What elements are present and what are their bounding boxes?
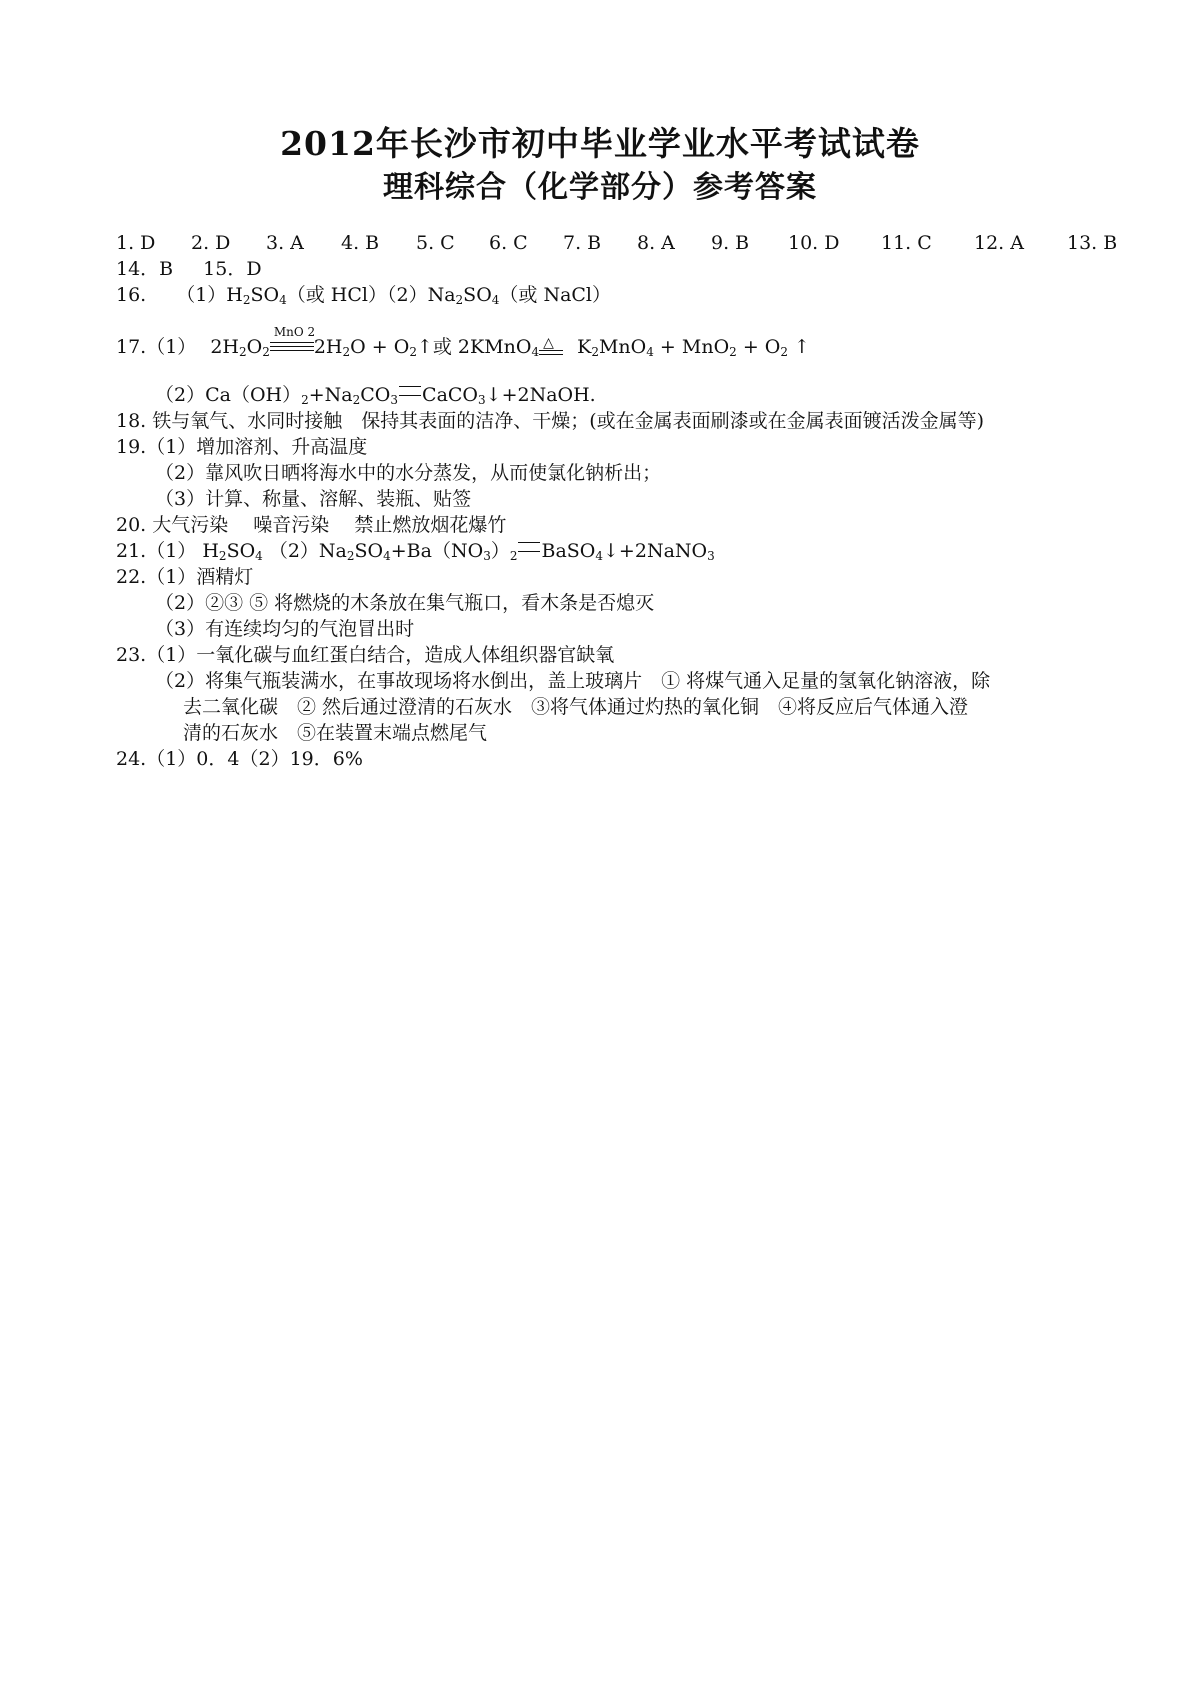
answer-22-part2: （2）②③ ⑤ 将燃烧的木条放在集气瓶口，看木条是否熄灭 bbox=[155, 592, 655, 614]
mc-answer: 12. A bbox=[974, 232, 1024, 254]
answer-22-part3: （3）有连续均匀的气泡冒出时 bbox=[155, 618, 415, 640]
mc-answer: 3. A bbox=[266, 232, 304, 254]
answer-19-part1: 19.（1）增加溶剂、升高温度 bbox=[116, 436, 368, 458]
answer-17-part2: $(2)Ca(OH)_2+Na_2CO_3$ CaCO$_3$↓+2NaOH. bbox=[155, 384, 596, 407]
answer-19-part3: （3）计算、称量、溶解、装瓶、贴签 bbox=[155, 488, 472, 510]
answer-21: 21.（1） $H_2SO_4$ $(2)Na_2SO_4+Ba(NO_3)_2$ BaSO$_4$↓+2NaNO$_3$ bbox=[116, 540, 715, 563]
heat-condition: △ bbox=[539, 334, 563, 360]
mc-answer: 11. C bbox=[881, 232, 932, 254]
mc-answer: 7. B bbox=[563, 232, 602, 254]
answer-22-part1: 22.（1）酒精灯 bbox=[116, 566, 254, 588]
answer-23-part2: （2）将集气瓶装满水，在事故现场将水倒出，盖上玻璃片 ① 将煤气通入足量的氢氧化钠溶液，除 bbox=[155, 670, 991, 692]
answer-20: 20. 大气污染 噪音污染 禁止燃放烟花爆竹 bbox=[116, 514, 507, 536]
answer-23-part2-cont: 去二氧化碳 ② 然后通过澄清的石灰水 ③将气体通过灼热的氧化铜 ④将反应后气体通入澄 bbox=[183, 696, 969, 718]
mc-answer: 9. B bbox=[711, 232, 750, 254]
catalyst-condition: MnO 2 bbox=[270, 334, 314, 360]
mc-answer: 1. D bbox=[116, 232, 156, 254]
answer-16: 16. $(1)H_2SO_4$（或 $HCl)(2)Na_2SO_4$（或 NaCl） bbox=[116, 284, 612, 307]
answer-18: 18. 铁与氧气、水同时接触 保持其表面的洁净、干燥；(或在金属表面刷漆或在金属表面镀活泼金属等) bbox=[116, 410, 985, 432]
equals-sign bbox=[399, 386, 421, 396]
answer-23-part1: 23.（1）一氧化碳与血红蛋白结合，造成人体组织器官缺氧 bbox=[116, 644, 615, 666]
mc-answer: 13. B bbox=[1067, 232, 1118, 254]
answer-19-part2: （2）靠风吹日晒将海水中的水分蒸发，从而使氯化钠析出； bbox=[155, 462, 662, 484]
answer-24: 24.（1）0．4（2）19．6% bbox=[116, 748, 363, 770]
mc-answer: 6. C bbox=[489, 232, 528, 254]
page-subtitle: 理科综合（化学部分）参考答案 bbox=[383, 170, 817, 205]
page-title: 2012年长沙市初中毕业学业水平考试试卷 bbox=[280, 124, 920, 163]
mc-answer: 8. A bbox=[637, 232, 675, 254]
equals-sign bbox=[518, 542, 540, 552]
mc-answers-row-2 bbox=[116, 256, 262, 282]
mc-answer: 5. C bbox=[416, 232, 455, 254]
answer-23-part2-cont2: 清的石灰水 ⑤在装置末端点燃尾气 bbox=[183, 722, 488, 744]
mc-answer: 14．B bbox=[116, 258, 174, 280]
mc-answer: 15．D bbox=[203, 258, 262, 280]
mc-answer: 2. D bbox=[191, 232, 231, 254]
mc-answer: 4. B bbox=[341, 232, 380, 254]
mc-answer: 10. D bbox=[788, 232, 840, 254]
answer-17-part1: 17.（1） $2H_2O_2$ MnO 2 $2H_2O$ + $O_2↑$或 2KMnO$_4$ △ $K_2MnO_4 + MnO_2 + O_2$ ↑ bbox=[116, 325, 810, 359]
